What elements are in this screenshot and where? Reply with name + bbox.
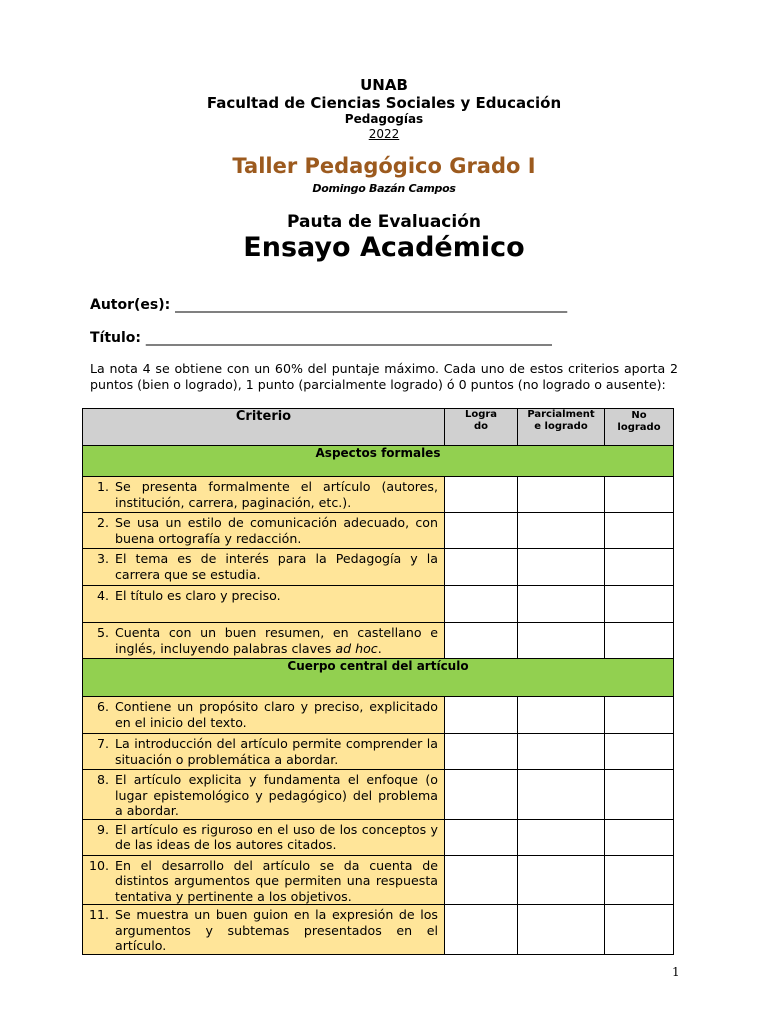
criterion-number: 1. bbox=[96, 479, 109, 494]
score-cell-not-achieved[interactable] bbox=[605, 734, 674, 770]
author-label: Autor(es): bbox=[90, 297, 171, 313]
criterion-row bbox=[83, 586, 674, 623]
criterion-text-main: La introducción del artículo permite comprender la situación o problemática a abordar. bbox=[115, 736, 438, 767]
score-cell-partial[interactable] bbox=[518, 770, 605, 820]
criterion-cell bbox=[83, 477, 445, 513]
title-field[interactable] bbox=[90, 330, 552, 346]
criterion-text-main: Se presenta formalmente el artículo (autores, institución, carrera, paginación, etc.). bbox=[115, 479, 438, 510]
criterion-row bbox=[83, 697, 674, 734]
criterion-text-main: El artículo explicita y fundamenta el enfoque (o lugar epistemológico y pedagógico) del problema a abordar. bbox=[115, 772, 438, 818]
score-cell-achieved[interactable] bbox=[445, 697, 518, 734]
criterion-cell bbox=[83, 513, 445, 549]
criterion-cell bbox=[83, 586, 445, 623]
criterion-text-main: Contiene un propósito claro y preciso, explicitado en el inicio del texto. bbox=[115, 699, 438, 730]
score-cell-achieved[interactable] bbox=[445, 623, 518, 659]
criterion-text-main: Se muestra un buen guion en la expresión de los argumentos y subtemas presentados en el artículo. bbox=[115, 907, 438, 953]
score-cell-achieved[interactable] bbox=[445, 855, 518, 905]
criterion-text-main: Se usa un estilo de comunicación adecuado, con buena ortografía y redacción. bbox=[115, 515, 438, 546]
criterion-cell bbox=[83, 770, 445, 820]
criterion-cell bbox=[83, 623, 445, 659]
criterion-text bbox=[115, 858, 438, 905]
score-cell-achieved[interactable] bbox=[445, 905, 518, 955]
criterion-number: 10. bbox=[88, 857, 109, 873]
score-cell-achieved[interactable] bbox=[445, 477, 518, 513]
criterion-cell bbox=[83, 697, 445, 734]
criterion-cell bbox=[83, 549, 445, 586]
author-field[interactable] bbox=[90, 297, 567, 313]
score-cell-partial[interactable] bbox=[518, 855, 605, 905]
criterion-row bbox=[83, 477, 674, 513]
table-header-row bbox=[83, 409, 674, 446]
criterion-text bbox=[115, 625, 438, 656]
criterion-cell bbox=[83, 855, 445, 905]
score-cell-achieved[interactable] bbox=[445, 549, 518, 586]
criterion-text-italic: ad hoc bbox=[335, 640, 378, 656]
page-number: 1 bbox=[672, 965, 680, 979]
criterion-row bbox=[83, 770, 674, 820]
criterion-row bbox=[83, 734, 674, 770]
professor-name: Domingo Bazán Campos bbox=[312, 182, 456, 195]
score-cell-achieved[interactable] bbox=[445, 513, 518, 549]
criterion-cell bbox=[83, 905, 445, 955]
header-partial-label: Parcialmente logrado bbox=[527, 409, 595, 432]
criterion-text bbox=[115, 772, 438, 819]
criterion-cell bbox=[83, 819, 445, 855]
score-cell-not-achieved[interactable] bbox=[605, 697, 674, 734]
title-line[interactable]: __________________________________________________________ bbox=[145, 330, 552, 346]
program-name: Pedagogías bbox=[344, 112, 424, 126]
score-cell-partial[interactable] bbox=[518, 477, 605, 513]
author-line[interactable]: ________________________________________________________ bbox=[175, 297, 568, 313]
score-cell-partial[interactable] bbox=[518, 623, 605, 659]
criterion-row bbox=[83, 549, 674, 586]
criterion-text bbox=[115, 736, 438, 767]
criterion-text bbox=[115, 479, 438, 510]
criterion-row bbox=[83, 513, 674, 549]
year: 2022 bbox=[368, 127, 400, 141]
criterion-text-main: Cuenta con un buen resumen, en castellano e inglés, incluyendo palabras claves bbox=[115, 625, 438, 656]
criterion-text-main: El tema es de interés para la Pedagogía y la carrera que se estudia. bbox=[115, 551, 438, 582]
score-cell-partial[interactable] bbox=[518, 586, 605, 623]
score-cell-partial[interactable] bbox=[518, 697, 605, 734]
section-title: Cuerpo central del artículo bbox=[83, 659, 674, 697]
criterion-number: 8. bbox=[96, 772, 109, 787]
score-cell-achieved[interactable] bbox=[445, 586, 518, 623]
score-cell-achieved[interactable] bbox=[445, 770, 518, 820]
criterion-row bbox=[83, 623, 674, 659]
document-title: Ensayo Académico bbox=[243, 232, 525, 263]
score-cell-not-achieved[interactable] bbox=[605, 513, 674, 549]
section-title: Aspectos formales bbox=[83, 446, 674, 477]
criterion-row bbox=[83, 855, 674, 905]
score-cell-not-achieved[interactable] bbox=[605, 819, 674, 855]
header-not-achieved bbox=[605, 409, 674, 446]
header-partial bbox=[518, 409, 605, 446]
section-row bbox=[83, 659, 674, 697]
score-cell-not-achieved[interactable] bbox=[605, 623, 674, 659]
criterion-row bbox=[83, 905, 674, 955]
header-achieved bbox=[445, 409, 518, 446]
criterion-number: 3. bbox=[96, 551, 109, 566]
score-cell-partial[interactable] bbox=[518, 513, 605, 549]
score-cell-partial[interactable] bbox=[518, 734, 605, 770]
criterion-number: 11. bbox=[88, 907, 109, 922]
score-cell-not-achieved[interactable] bbox=[605, 855, 674, 905]
score-cell-partial[interactable] bbox=[518, 819, 605, 855]
criterion-text bbox=[115, 515, 438, 546]
criterion-text bbox=[115, 822, 438, 853]
criterion-row bbox=[83, 819, 674, 855]
score-cell-achieved[interactable] bbox=[445, 734, 518, 770]
score-cell-not-achieved[interactable] bbox=[605, 770, 674, 820]
criterion-number: 6. bbox=[96, 699, 109, 714]
criterion-text bbox=[115, 588, 438, 604]
score-cell-partial[interactable] bbox=[518, 549, 605, 586]
header-not-achieved-label: No logrado bbox=[617, 410, 661, 433]
criterion-text bbox=[115, 699, 438, 730]
criterion-number: 2. bbox=[96, 515, 109, 530]
score-cell-not-achieved[interactable] bbox=[605, 549, 674, 586]
criterion-number: 7. bbox=[96, 736, 109, 751]
criterion-number: 4. bbox=[96, 588, 109, 603]
score-cell-not-achieved[interactable] bbox=[605, 586, 674, 623]
criterion-number: 9. bbox=[96, 821, 109, 837]
criterion-text bbox=[115, 551, 438, 582]
rubric-table bbox=[82, 408, 674, 955]
score-cell-not-achieved[interactable] bbox=[605, 905, 674, 955]
criterion-cell bbox=[83, 734, 445, 770]
criterion-text-main: El artículo es riguroso en el uso de los conceptos y de las ideas de los autores citados. bbox=[115, 821, 438, 852]
header-achieved-label: Logrado bbox=[464, 409, 498, 432]
criterion-text-main: El título es claro y preciso. bbox=[115, 588, 281, 603]
score-cell-achieved[interactable] bbox=[445, 819, 518, 855]
score-cell-partial[interactable] bbox=[518, 905, 605, 955]
course-title: Taller Pedagógico Grado I bbox=[232, 154, 536, 178]
criterion-number: 5. bbox=[96, 625, 109, 640]
criterion-text-suffix: . bbox=[377, 640, 382, 656]
document-type: Pauta de Evaluación bbox=[287, 212, 481, 232]
title-label: Título: bbox=[90, 330, 142, 346]
institution-name: UNAB bbox=[360, 76, 408, 94]
section-row bbox=[83, 446, 674, 477]
grading-instructions: La nota 4 se obtiene con un 60% del puntaje máximo. Cada uno de estos criterios aporta 2 puntos (bien o logrado), 1 punto (parcialmente logrado) ó 0 puntos (no logrado o ausente): bbox=[90, 361, 678, 392]
criterion-text-main: En el desarrollo del artículo se da cuenta de distintos argumentos que permiten una respuesta tentativa y pertinente a los objetivos. bbox=[115, 857, 438, 904]
faculty-name: Facultad de Ciencias Sociales y Educación bbox=[206, 94, 562, 112]
header-criterion: Criterio bbox=[83, 409, 445, 446]
criterion-text bbox=[115, 907, 438, 954]
score-cell-not-achieved[interactable] bbox=[605, 477, 674, 513]
